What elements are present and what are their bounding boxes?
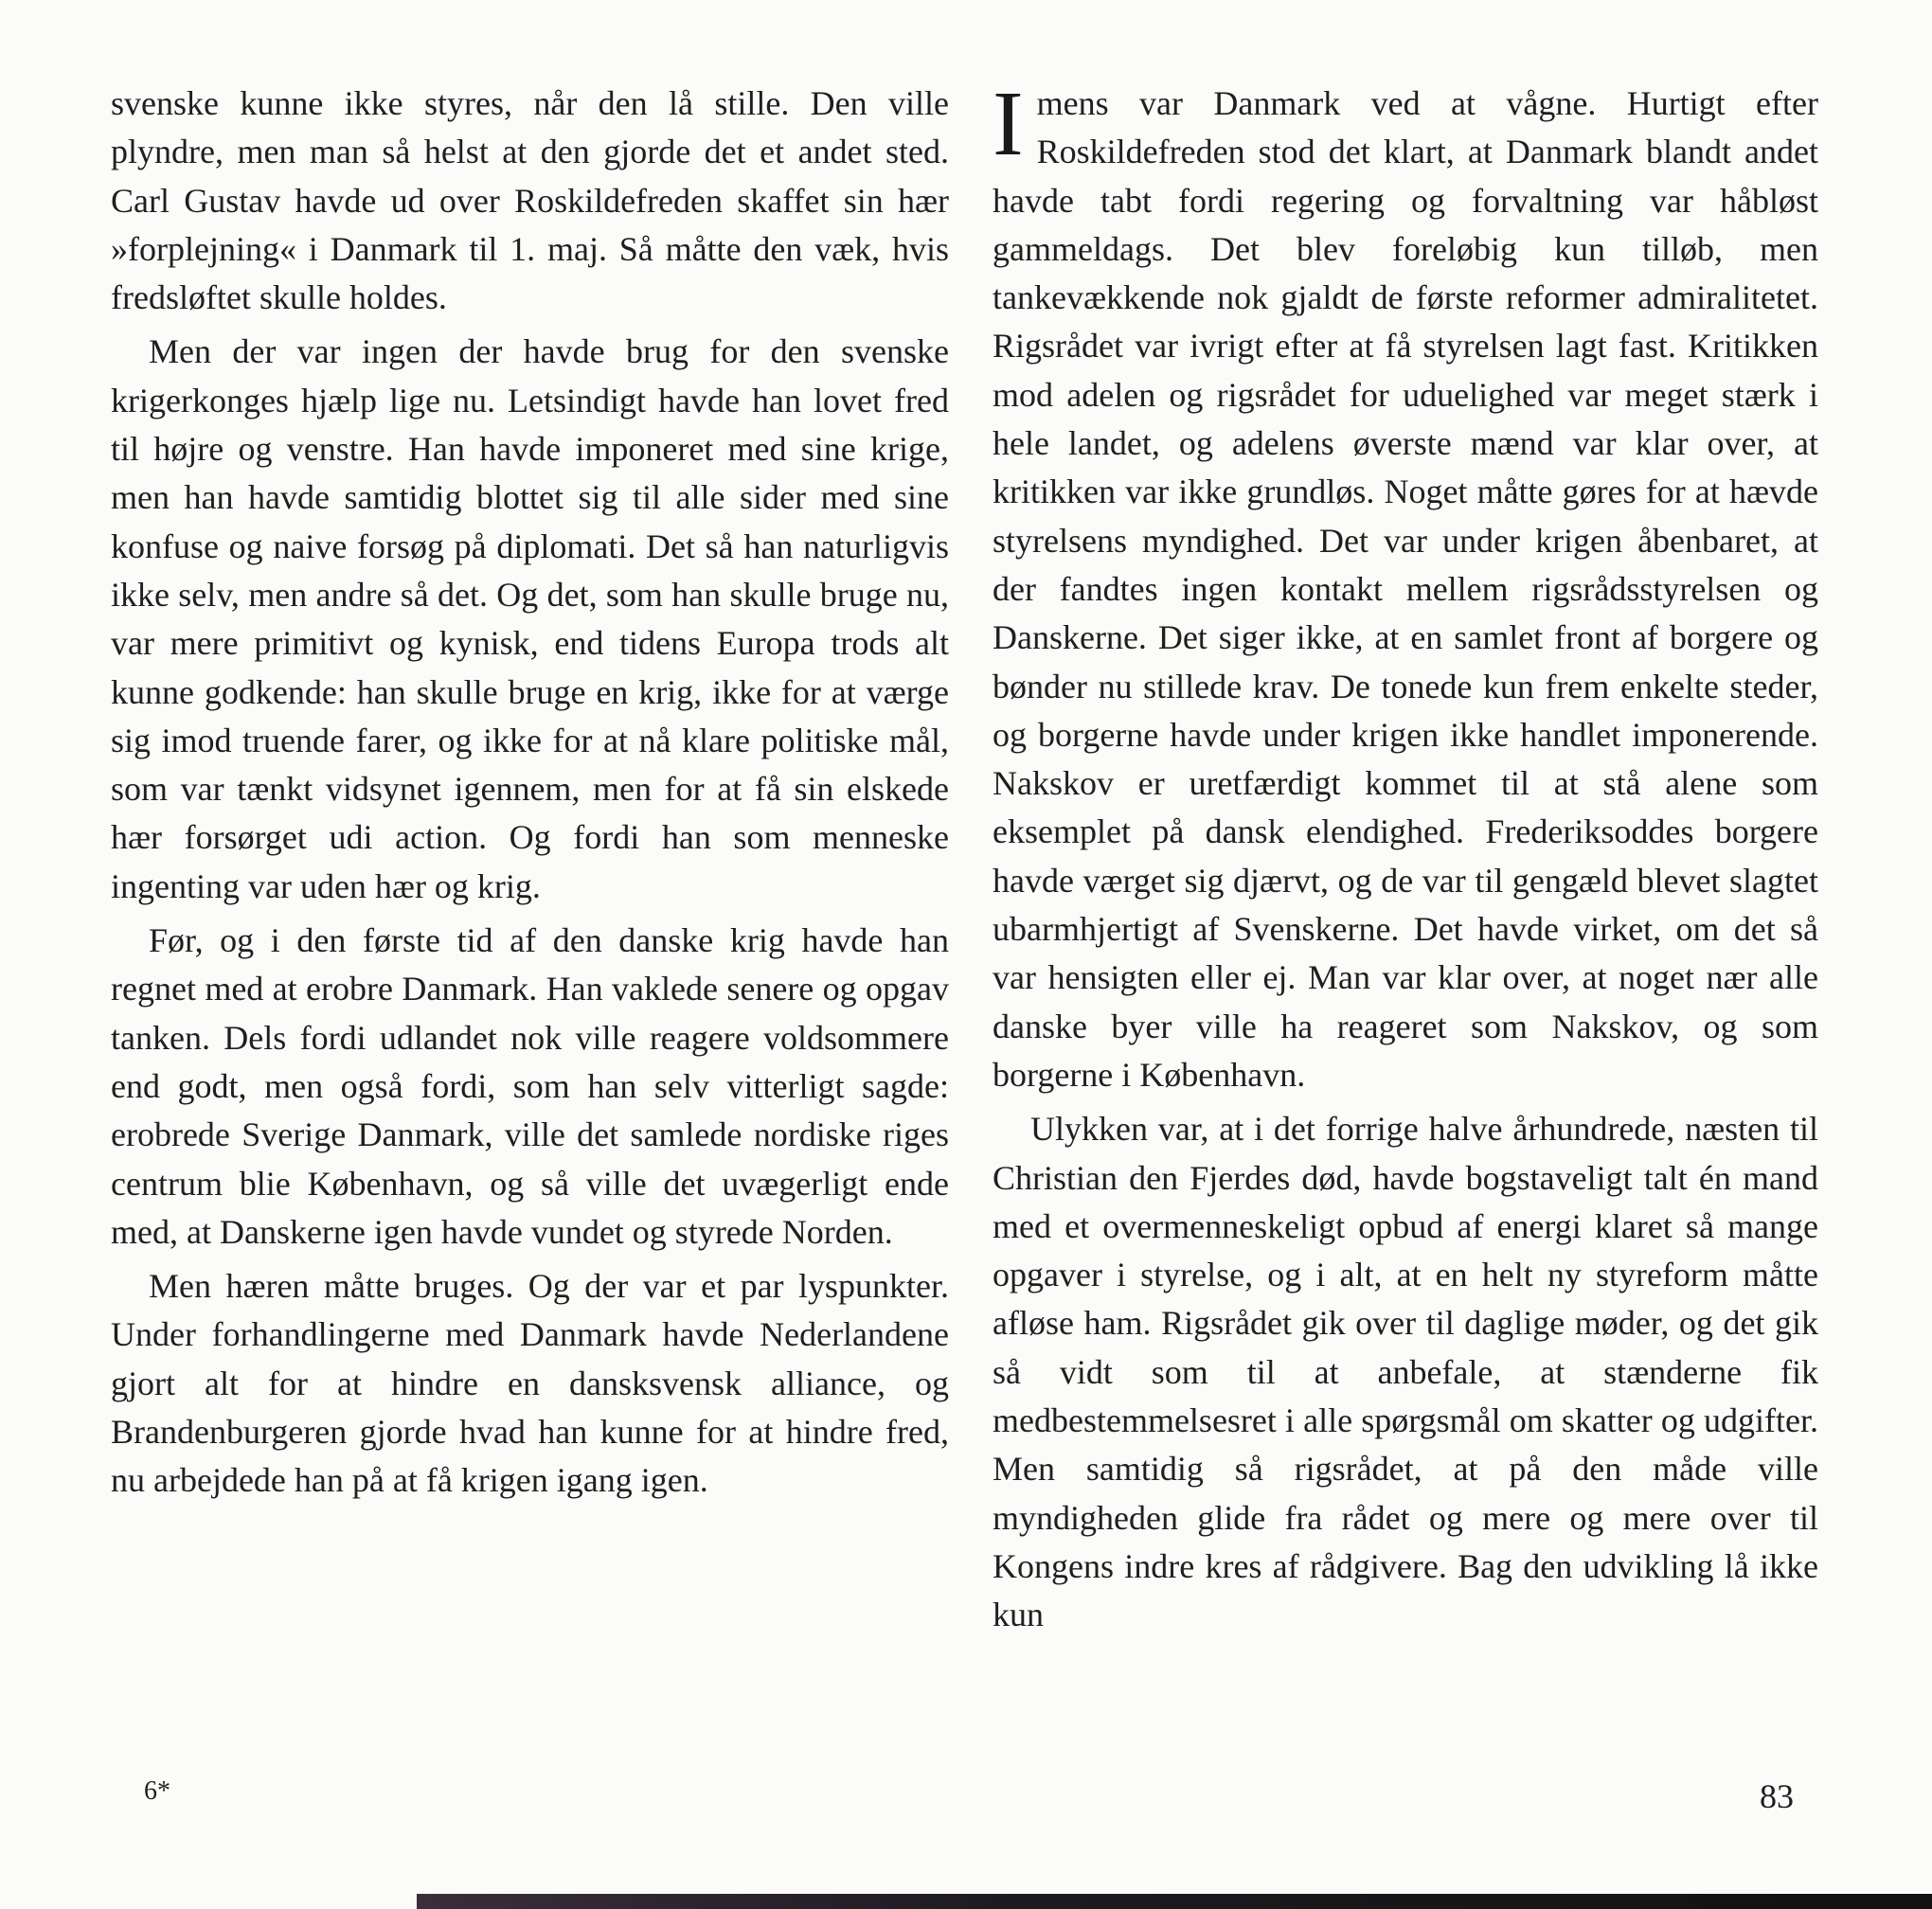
left-text-column [111,80,949,1511]
paragraph: Ulykken var, at i det forrige halve århundrede, næsten til Christian den Fjerdes død, havde bogstaveligt talt én mand med et overmenneskeligt opbud af energi klaret så mange opgaver i styrelse, og i alt, at en helt ny styreform måtte afløse ham. Rigsrådet gik over til daglige møder, og det gik så vidt som til at anbefale, at stænderne fik medbestemmelsesret i alle spørgsmål om skatter og udgifter. Men samtidig så rigsrådet, at på den måde ville myndigheden glide fra rådet og mere og mere over til Kongens indre kres af rådgivere. Bag den udvikling lå ikke kun [993,1110,1818,1634]
drop-cap-letter: I [993,73,1024,175]
paragraph-with-dropcap [993,73,1818,1099]
right-text-column [993,73,1818,1646]
paragraph-text: mens var Danmark ved at vågne. Hurtigt efter Roskildefreden stod det klart, at Danmark blandt andet havde tabt fordi regering og forvaltning var håbløst gammeldags. Det blev foreløbig kun tilløb, men tankevækkende nok gjaldt de første reformer admiralitetet. Rigsrådet var ivrigt efter at få styrelsen lagt fast. Kritikken mod adelen og rigsrådet for uduelighed var meget stærk i hele landet, og adelens øverste mænd var klar over, at kritikken var ikke grundløs. Noget måtte gøres for at hævde styrelsens myndighed. Det var under krigen åbenbaret, at der fandtes ingen kontakt mellem rigsrådsstyrelsen og Danskerne. Det siger ikke, at en samlet front af borgere og bønder nu stillede krav. De tonede kun frem enkelte steder, og borgerne havde under krigen ikke handlet imponerende. Nakskov er uretfærdigt kommet til at stå alene som eksemplet på dansk elendighed. Frederiksoddes borgere havde værget sig djærvt, og de var til gengæld blevet slagtet ubarmhjertigt af Svenskerne. Det havde virket, om det så var hensigten eller ej. Man var klar over, at noget nær alle danske byer ville ha reageret som Nakskov, og som borgerne i København. [993,84,1818,1094]
paragraph: svenske kunne ikke styres, når den lå stille. Den ville plyndre, men man så helst at den gjorde det et andet sted. Carl Gustav havde ud over Roskildefreden skaffet sin hær »forplejning« i Danmark til 1. maj. Så måtte den væk, hvis fredsløftet skulle holdes. [111,84,949,317]
paragraph: Men der var ingen der havde brug for den svenske krigerkonges hjælp lige nu. Letsindigt havde han lovet fred til højre og venstre. Han havde imponeret med sine krige, men han havde samtidig blottet sig til alle sider med sine konfuse og naive forsøg på diplomati. Det så han naturligvis ikke selv, men andre så det. Og det, som han skulle bruge nu, var mere primitivt og kynisk, end tidens Europa trods alt kunne godkende: han skulle bruge en krig, ikke for at værge sig imod truende farer, og ikke for at nå klare politiske mål, som var tænkt vidsynet igennem, men for at få sin elskede hær forsørget udi action. Og fordi han som menneske ingenting var uden hær og krig. [111,332,949,905]
scan-edge-shadow [417,1894,1932,1909]
signature-mark: 6* [144,1776,170,1806]
paragraph: Før, og i den første tid af den danske krig havde han regnet med at erobre Danmark. Han vaklede senere og opgav tanken. Dels fordi udlandet nok ville reagere voldsommere end godt, men også fordi, som han selv vitterligt sagde: erobrede Sverige Danmark, ville det samlede nordiske riges centrum blie København, og så ville det uvægerligt ende med, at Danskerne igen havde vundet og styrede Norden. [111,921,949,1251]
page-number: 83 [1760,1777,1794,1815]
paragraph: Men hæren måtte bruges. Og der var et par lyspunkter. Under forhandlingerne med Danmark havde Nederlandene gjort alt for at hindre en dansksvensk alliance, og Brandenburgeren gjorde hvad han kunne for at hindre fred, nu arbejdede han på at få krigen igang igen. [111,1267,949,1500]
